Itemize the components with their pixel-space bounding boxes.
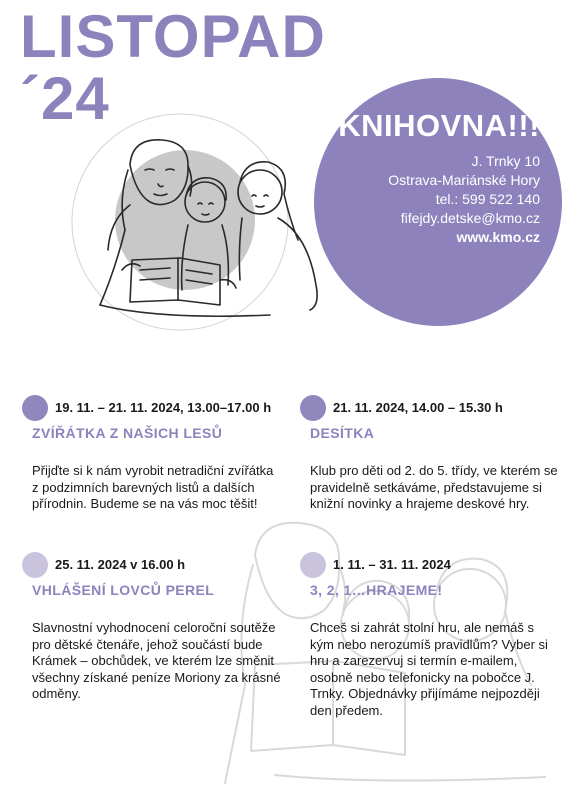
reading-family-illustration (70, 110, 350, 335)
library-name: KNIHOVNA!!! (338, 108, 540, 143)
library-phone[interactable]: tel.: 599 522 140 (435, 191, 540, 207)
event-dot-icon (22, 395, 48, 421)
event-dot-icon (300, 395, 326, 421)
event-description: Chceš si zahrát stolní hru, ale nemáš s kým nebo nerozumíš pravidlům? Vyber si hru a zarezervuj si termín e-mailem, osobně nebo telefonicky na pobočce J. Trnky. Objednávky přijímáme nejpozději den předem. (310, 620, 548, 718)
event-title: VHLÁŠENÍ LOVCŮ PEREL (32, 582, 215, 598)
library-email[interactable]: fifejdy.detske@kmo.cz (400, 210, 540, 226)
event-dot-icon (300, 552, 326, 578)
event-description: Přijďte si k nám vyrobit netradiční zvířátka z podzimních barevných listů a dalších přírodnin. Budeme se na vás moc těšit! (32, 463, 274, 511)
library-contact (388, 152, 540, 247)
event-date: 25. 11. 2024 v 16.00 h (55, 557, 186, 572)
event-dot-icon (22, 552, 48, 578)
event-description: Klub pro děti od 2. do 5. třídy, ve kterém se pravidelně setkáváme, představujeme si knižní novinky a hrajeme deskové hry. (310, 463, 558, 511)
event-title: 3, 2, 1…HRAJEME! (310, 582, 443, 598)
month-title: LISTOPAD (20, 3, 326, 70)
library-city: Ostrava-Mariánské Hory (388, 172, 540, 188)
event-title: DESÍTKA (310, 425, 375, 441)
event-date: 21. 11. 2024, 14.00 – 15.30 h (333, 400, 503, 415)
library-street: J. Trnky 10 (471, 153, 540, 169)
year-title: ´24 (20, 65, 110, 132)
event-date: 1. 11. – 31. 11. 2024 (333, 557, 451, 572)
library-info-circle (314, 78, 562, 326)
event-description: Slavnostní vyhodnocení celoroční soutěže pro dětské čtenáře, jehož součástí bude Krámek – obchůdek, ve kterém lze směnit všechny získané peníze Moriony za krásné odměny. (32, 620, 281, 701)
library-website[interactable]: www.kmo.cz (456, 229, 540, 245)
event-date: 19. 11. – 21. 11. 2024, 13.00–17.00 h (55, 400, 272, 415)
event-title: ZVÍŘÁTKA Z NAŠICH LESŮ (32, 425, 223, 441)
